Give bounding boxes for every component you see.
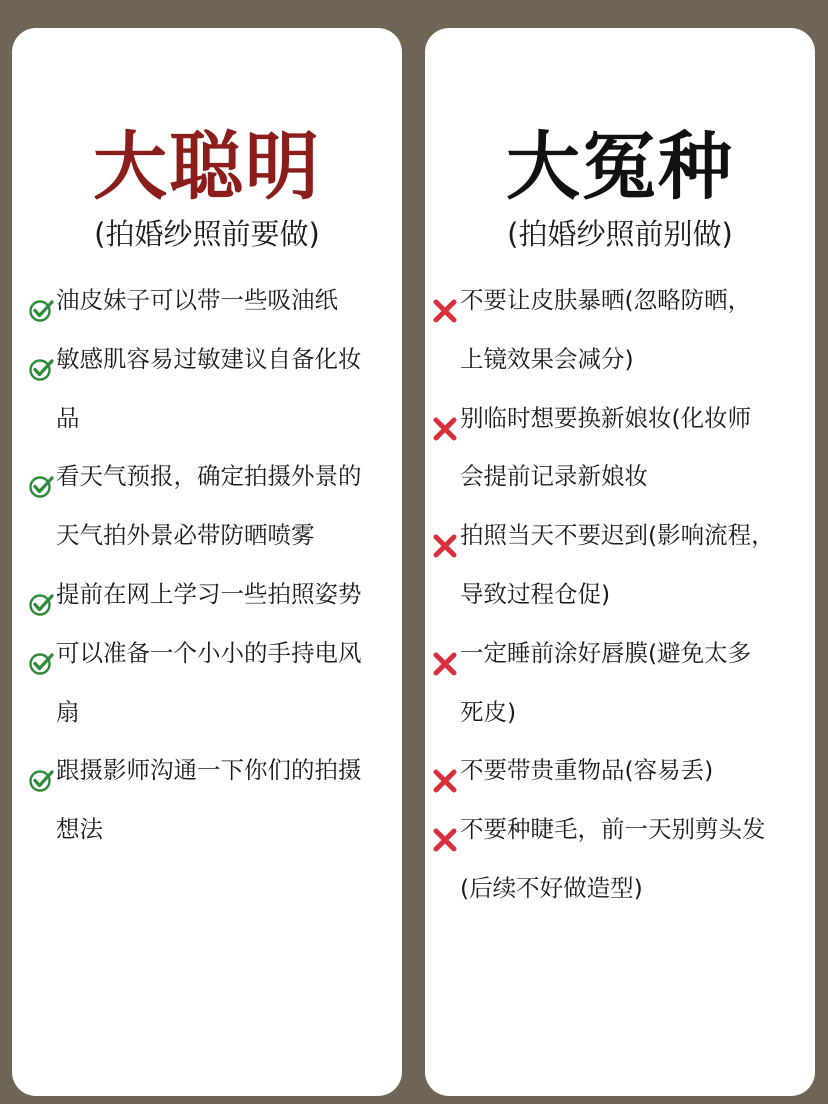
check-icon [28, 463, 54, 489]
list-item-text: 不要带贵重物品(容易丢) [460, 756, 714, 785]
list-item-text: 品 [56, 403, 80, 432]
list-item [432, 800, 820, 859]
right-title: 大冤种 [506, 124, 734, 210]
list-item-text: 不要种睫毛，前一天别剪头发 [460, 815, 766, 844]
list-item-text: 不要让皮肤暴晒(忽略防晒， [460, 286, 752, 314]
list-item [432, 506, 820, 565]
right-list [432, 271, 820, 918]
list-item-text: 敏感肌容易过敏建议自备化妆 [56, 344, 362, 373]
cross-icon [432, 816, 458, 842]
list-item [432, 330, 820, 389]
list-item-text: 提前在网上学习一些拍照姿势 [56, 579, 362, 608]
list-item [432, 271, 820, 330]
list-item-text: (后续不好做造型) [460, 873, 643, 902]
list-item-text: 扇 [56, 697, 80, 726]
list-item-text: 天气拍外景必带防晒喷雾 [56, 521, 315, 550]
list-item [432, 565, 820, 624]
list-item-text: 上镜效果会减分) [460, 344, 634, 373]
check-icon [28, 287, 54, 313]
check-icon [28, 640, 54, 666]
list-item [432, 683, 820, 742]
cross-icon [432, 640, 458, 666]
list-item-text: 跟摄影师沟通一下你们的拍摄 [56, 756, 362, 785]
check-icon [28, 346, 54, 372]
list-item-text: 看天气预报，确定拍摄外景的 [56, 462, 362, 491]
list-item [432, 859, 820, 918]
list-item [432, 741, 820, 800]
list-item-text: 一定睡前涂好唇膜(避免太多 [460, 638, 752, 667]
check-icon [28, 581, 54, 607]
list-item-text: 死皮) [460, 697, 517, 726]
cross-icon [432, 405, 458, 431]
list-item-text: 想法 [56, 815, 103, 844]
cross-icon [432, 287, 458, 313]
cross-icon [432, 522, 458, 548]
list-item-text: 可以准备一个小小的手持电风 [56, 638, 362, 667]
list-item-text: 导致过程仓促) [460, 579, 611, 608]
list-item-text: 油皮妹子可以带一些吸油纸 [56, 286, 338, 314]
list-item [432, 624, 820, 683]
left-subtitle: (拍婚纱照前要做) [94, 217, 320, 251]
right-subtitle: (拍婚纱照前别做) [507, 217, 733, 251]
list-item-text: 别临时想要换新娘妆(化妆师 [460, 403, 752, 432]
list-item-text: 拍照当天不要迟到(影响流程， [460, 521, 775, 550]
list-item [432, 447, 820, 506]
cross-icon [432, 757, 458, 783]
check-icon [28, 757, 54, 783]
list-item [432, 389, 820, 448]
left-title: 大聪明 [93, 124, 321, 210]
list-item-text: 会提前记录新娘妆 [460, 462, 648, 491]
